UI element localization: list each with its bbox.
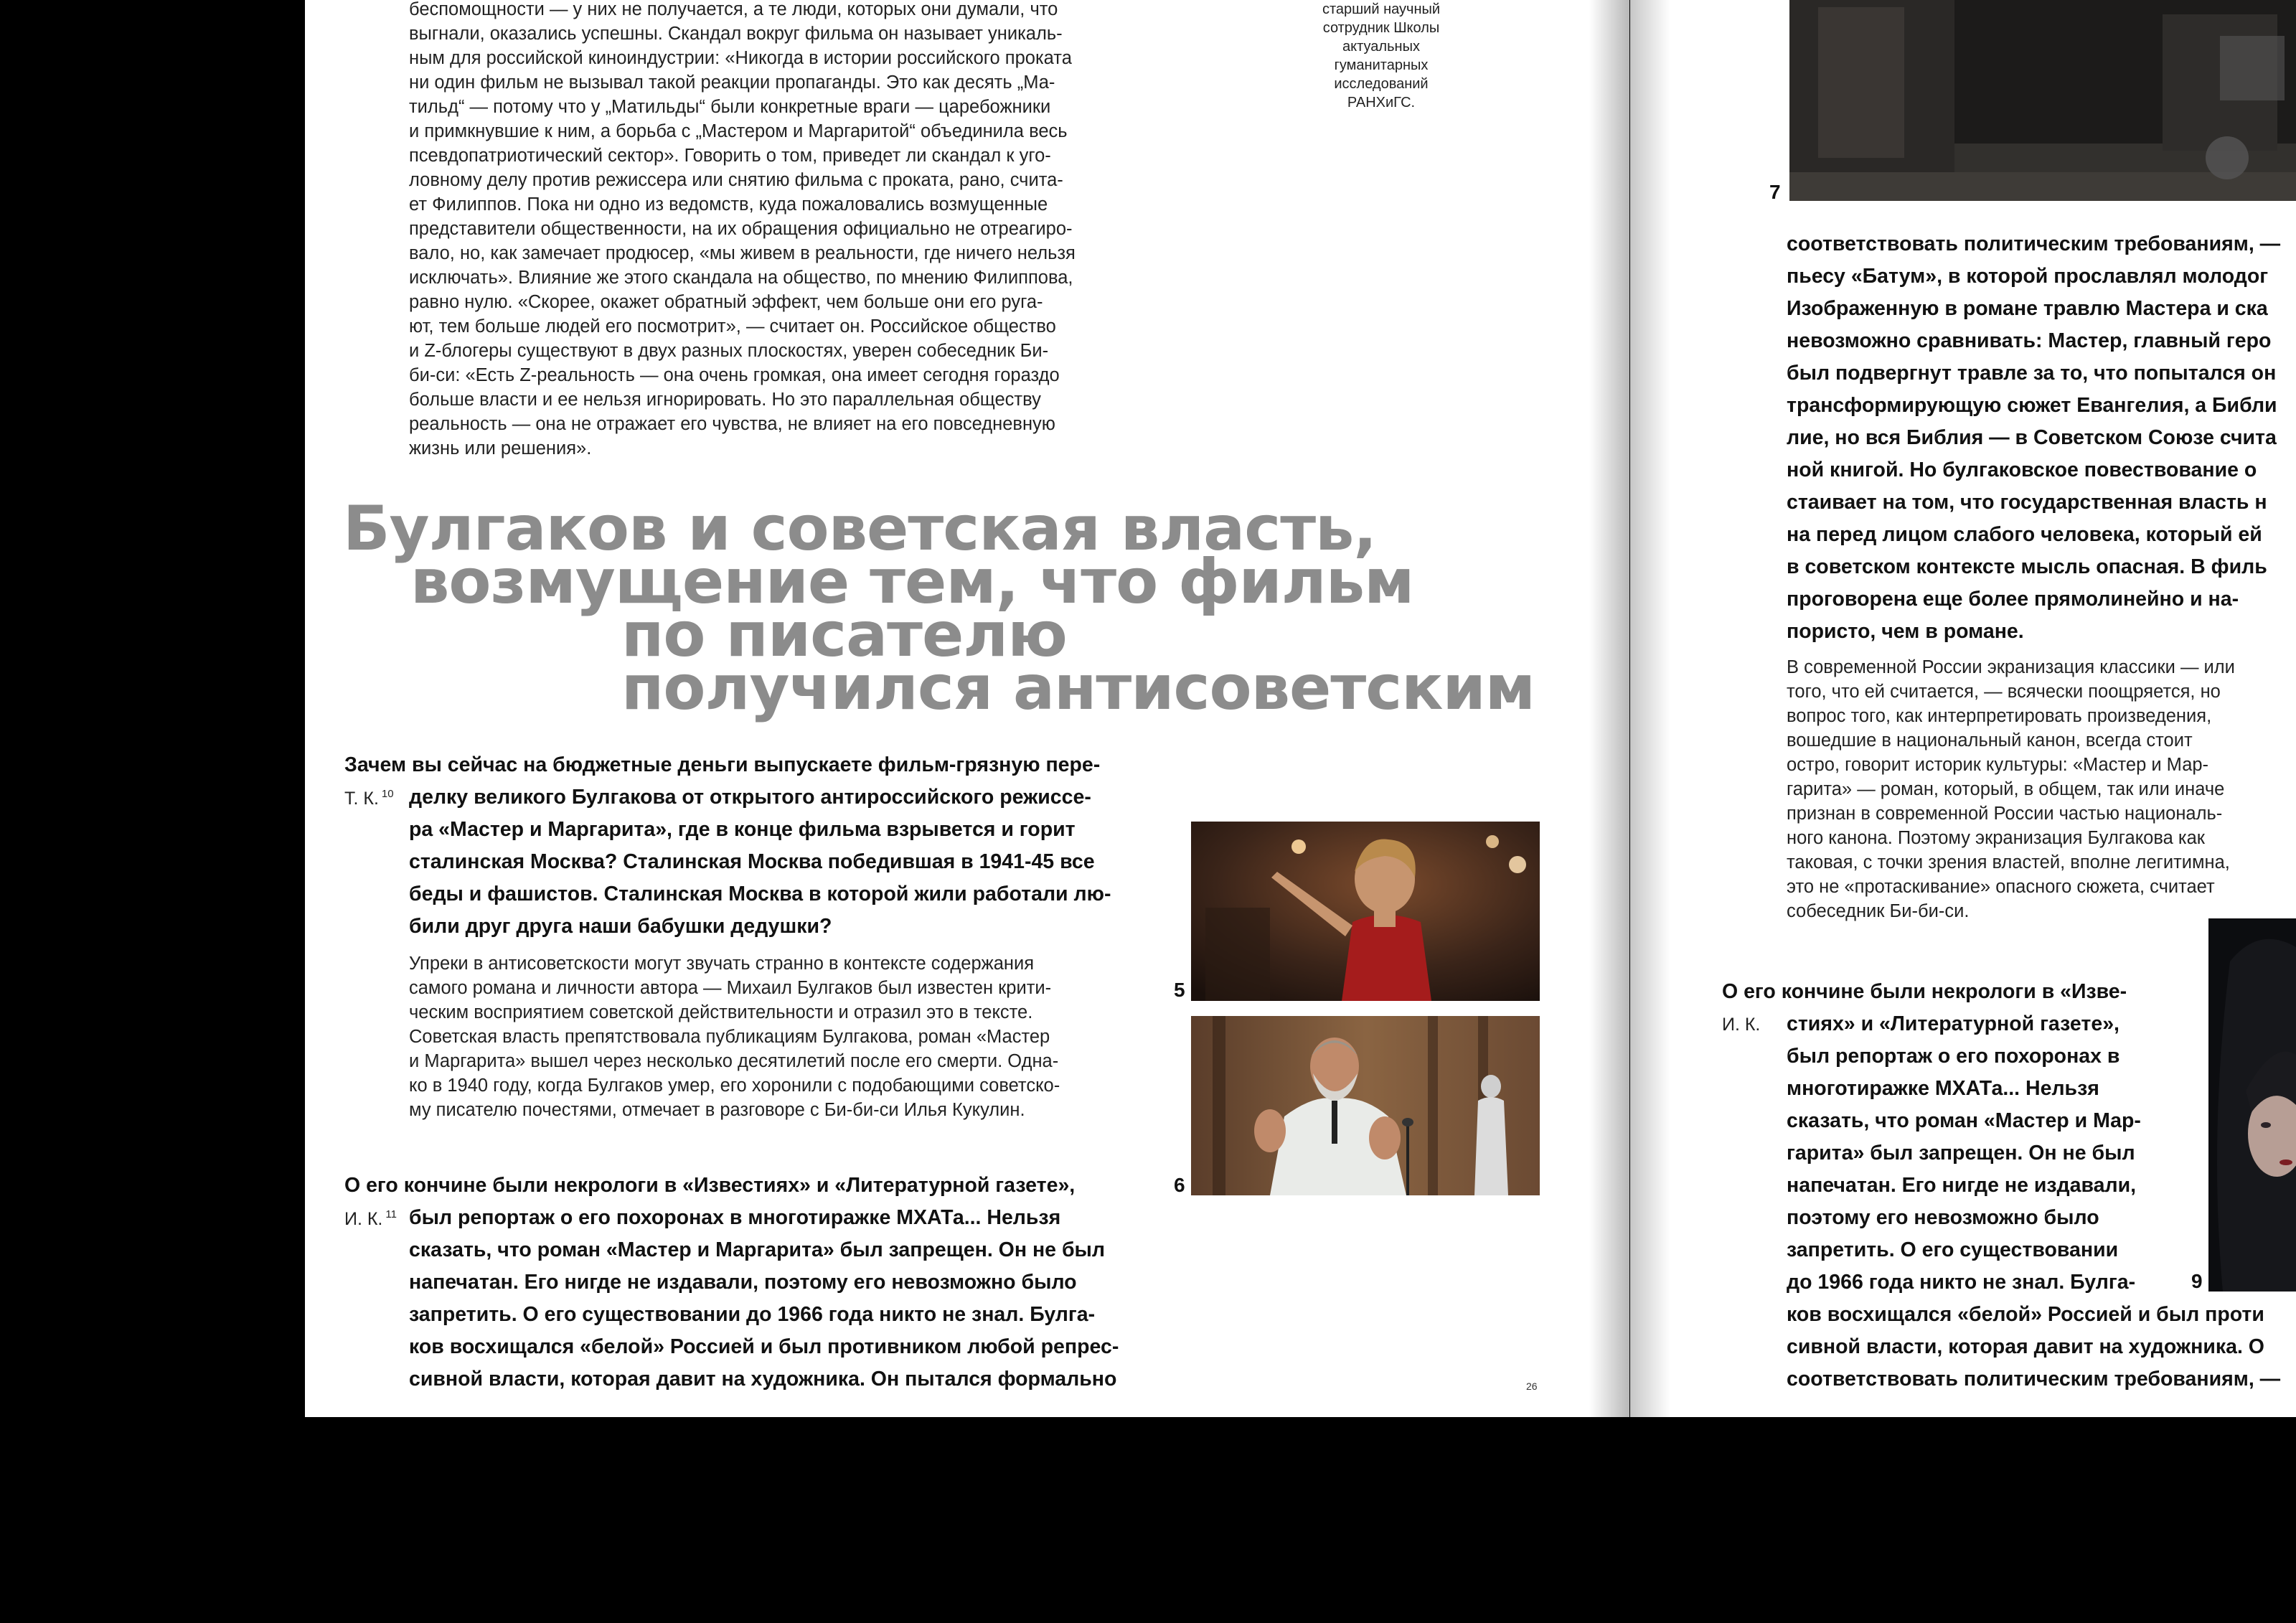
right-quote-text: стиях» и «Литературной газете», был репортаж о его похоронах в многотиражке МХАТа... Нельзя сказать, что роман «Мастер и Мар- гарита» был запрещен. Он не был напечатан. Его нигде не издавали, поэтому его невозможно было запретить. О его существовании до 1966 года никто не знал. Булга-: [1787, 1012, 2141, 1294]
figure-9-scene: [2208, 918, 2296, 1292]
footnote-ref-11: 11: [385, 1208, 397, 1220]
page-number: 26: [1526, 1380, 1538, 1392]
right-quote-continuation: ков восхищался «белой» Россией и был проти сивной власти, которая давит на художника. О соответствовать политическим требованиям, —: [1787, 1303, 2281, 1391]
quote-1-text: делку великого Булгакова от открытого антироссийского режиссе- ра «Мастер и Маргарита», где в конце фильма взрывется и горит сталинская Москва? Сталинская Москва победившая в 1941-45 все беды и фашистов. Сталинская Москва в которой жили работали лю- били друг друга наши бабушки дедушки?: [409, 786, 1111, 938]
intro-paragraph: беспомощности — у них не получается, а те люди, которых они думали, что выгнали, оказались успешны. Скандал вокруг фильма он называет уникаль- ным для российской киноиндустрии: «Никогда в истории российского проката ни один фильм не вызывал такой реакции пропаганды. Это как десять „Ма- тильд“ — потому что у „Матильды“ были конкретные враги — царебожники и примкнувшие к ним, а борьба с „Мастером и Маргаритой“ объединила весь псевдопатриотический сектор». Говорить о том, приведет ли скандал к уго- ловному делу против режиссера или снятию фильма с проката, рано, счита- ет Филиппов. Пока ни одно из ведомств, куда пожаловались возмущенные представители общественности, на их обращения официально не отреагиро- вало, но, как замечает продюсер, «мы живем в реальности, где ничего нельзя исключать». Влияние же этого скандала на общество, по мнению Филиппова, равно нулю. «Скорее, окажет обратный эффект, чем больше они его руга- ют, тем больше людей его посмотрит», — считает он. Российское общество и Z-блогеры существуют в двух разных плоскостях, уверен собеседник Би- би-си: «Есть Z-реальность — она очень громкая, она имеет сегодня гораздо больше власти и ее нельзя игнорировать. Но это параллельная обществу реальность — она не отражает его чувства, не влияет на его повседневную жизнь или решения».: [409, 0, 1076, 458]
answer-1-paragraph: Упреки в антисоветскости могут звучать странно в контексте содержания самого романа и личности автора — Михаил Булгаков был известен крити- ческим восприятием советской действительности и отразил это в тексте. Советская власть препятствовала публикациям Булгакова, роман «Мастер и Маргарита» вышел через несколько десятилетий после его смерти. Одна- ко в 1940 году, когда Булгаков умер, его хоронили с подобающими советско- му писателю почестями, отмечает в разговоре с Би-би-си Илья Кукулин.: [409, 954, 1060, 1120]
figure-6-number: 6: [1174, 1174, 1185, 1196]
figure-5-scene: [1191, 822, 1540, 1001]
quote-2-first-line: О его кончине были некрологи в «Известиях» и «Литературной газете»,: [344, 1174, 1076, 1197]
figure-7-number: 7: [1769, 181, 1781, 203]
section-heading-line-3: по писателю: [621, 599, 1067, 671]
right-regular-paragraph: В современной России экранизация классики — или того, что ей считается, — всячески поощряется, но вопрос того, как интерпретировать произведения, вошедшие в национальный канон, всегда стоит остро, говорит историк культуры: «Мастер и Мар- гарита» — роман, который, в общем, так или иначе признан в современной России частью националь- ного канона. Поэтому экранизация Булгакова как таковая, с точки зрения властей, вполне легитимна, это не «протаскивание» опасного сюжета, считает собеседник Би-би-си.: [1787, 657, 2235, 921]
figure-7-image: [1789, 0, 2296, 201]
section-heading-line-2: возмущение тем, что фильм: [410, 546, 1414, 618]
quote-2-text: был репортаж о его похоронах в многотиражке МХАТа... Нельзя сказать, что роман «Мастер и Маргарита» был запрещен. Он не был напечатан. Его нигде не издавали, поэтому его невозможно было запретить. О его существовании до 1966 года никто не знал. Булга- ков восхищался «белой» Россией и был противником любой репрес- сивной власти, которая давит на художника. Он пытался формально: [409, 1206, 1119, 1391]
right-bold-paragraph: соответствовать политическим требованиям, — пьесу «Батум», в которой прославлял молодог Изображенную в романе травлю Мастера и ска невозможно сравнивать: Мастер, главный геро был подвергнут травле за то, что попытался он трансформирующую сюжет Евангелия, а Библи лие, но вся Библия — в Советском Союзе счита ной книгой. Но булгаковское повествование о стаивает на том, что государственная власть н на перед лицом слабого человека, который ей в советском контексте мысль опасная. В филь проговорена еще более прямолинейно и на- пористо, чем в романе.: [1787, 232, 2281, 643]
footnote-ref-10: 10: [381, 788, 394, 800]
right-quote-first-line: О его кончине были некрологи в «Изве-: [1722, 980, 2127, 1003]
figure-7-scene: [1789, 0, 2296, 201]
figure-5-image: [1191, 822, 1540, 1001]
right-quote-initials: И. К.: [1722, 1015, 1761, 1035]
quote-2-initials: И. К. $^{11}$: [344, 1208, 397, 1229]
section-heading-line-1: Булгаков и советская власть,: [343, 493, 1377, 565]
quote-1-first-line: Зачем вы сейчас на бюджетные деньги выпускаете фильм-грязную пере-: [344, 753, 1101, 776]
figure-6-scene: [1191, 1016, 1540, 1195]
author-caption: старший научный сотрудник Школы актуальных гуманитарных исследований РАНХиГС.: [1322, 1, 1441, 110]
quote-1-initials: Т. К. $^{10}$: [344, 788, 394, 809]
figure-5-number: 5: [1174, 979, 1185, 1001]
figure-9-number: 9: [2191, 1270, 2203, 1292]
figure-6-image: [1191, 1016, 1540, 1195]
section-heading-line-4: получился антисоветским: [621, 652, 1535, 724]
figure-9-image: [2208, 918, 2296, 1292]
